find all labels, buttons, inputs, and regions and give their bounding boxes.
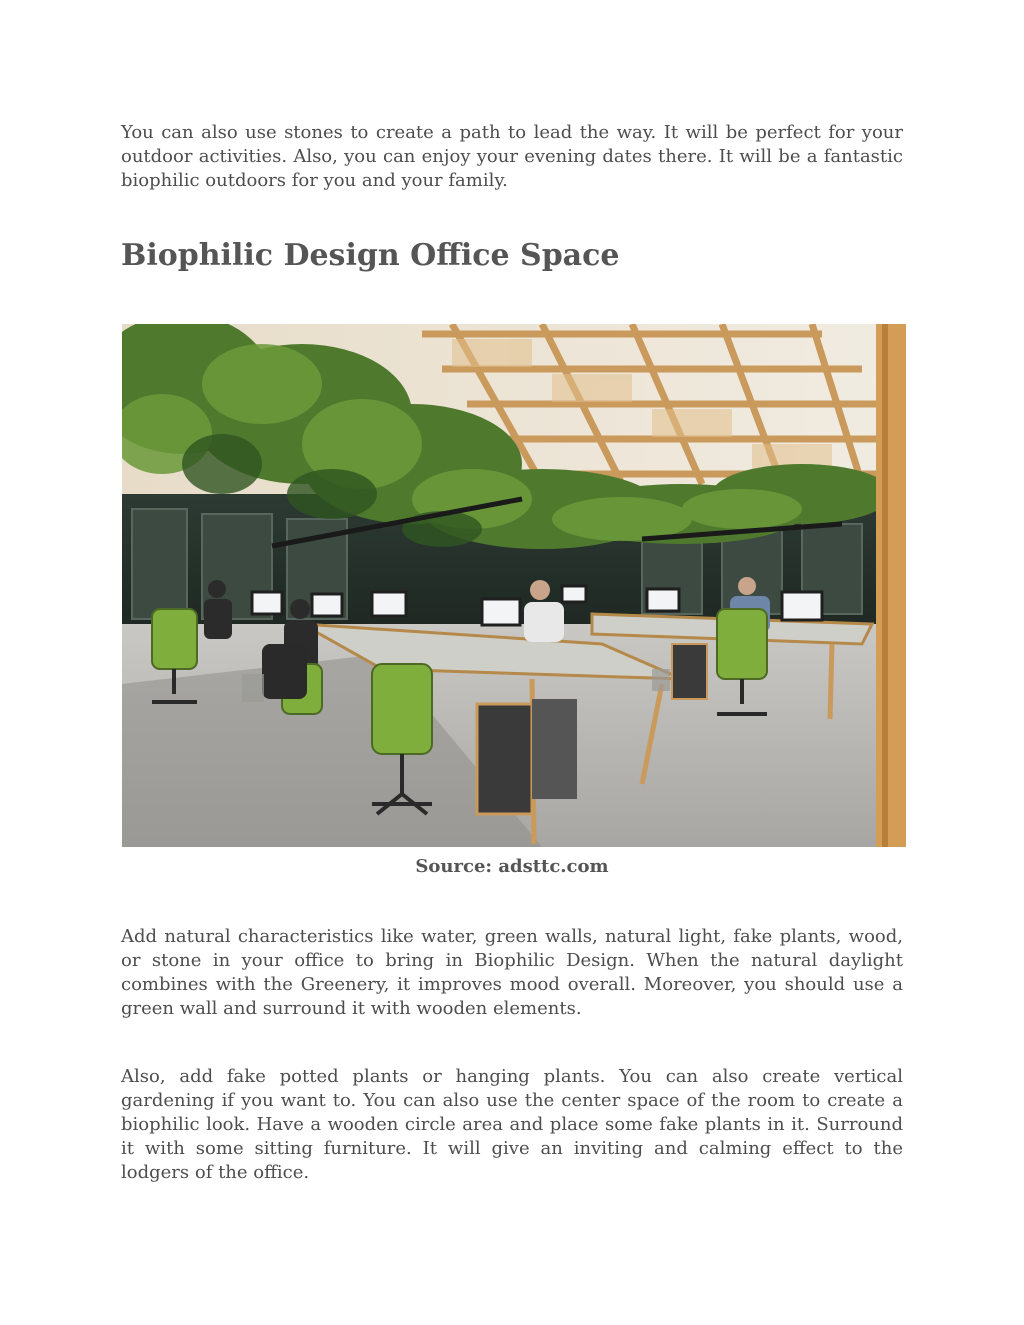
- body-paragraph-2: Also, add fake potted plants or hanging plants. You can also create vertical gardening if you want to. You can also use the center space of the room to create a biophilic look. Have a wooden circle area and place some fake plants in it. Surround it with some sitting furniture. It will give an inviting and calming effect to the lodgers of the office.: [121, 1066, 903, 1183]
- body-paragraph-1: Add natural characteristics like water, green walls, natural light, fake plants, wood, or stone in your office to bring in Biophilic Design. When the natural daylight combines with the Greenery, it improves mood overall. Moreover, you should use a green wall and surround it with wooden elements.: [121, 926, 903, 1019]
- office-photo: [122, 324, 906, 847]
- document-page: [121, 0, 903, 1325]
- intro-paragraph: You can also use stones to create a path to lead the way. It will be perfect for your outdoor activities. Also, you can enjoy your evening dates there. It will be a fantastic biophilic outdoors for you and your family.: [121, 122, 903, 191]
- office-photo-illustration: [122, 324, 906, 847]
- section-heading: Biophilic Design Office Space: [121, 238, 620, 273]
- image-caption: Source: adsttc.com: [415, 856, 609, 877]
